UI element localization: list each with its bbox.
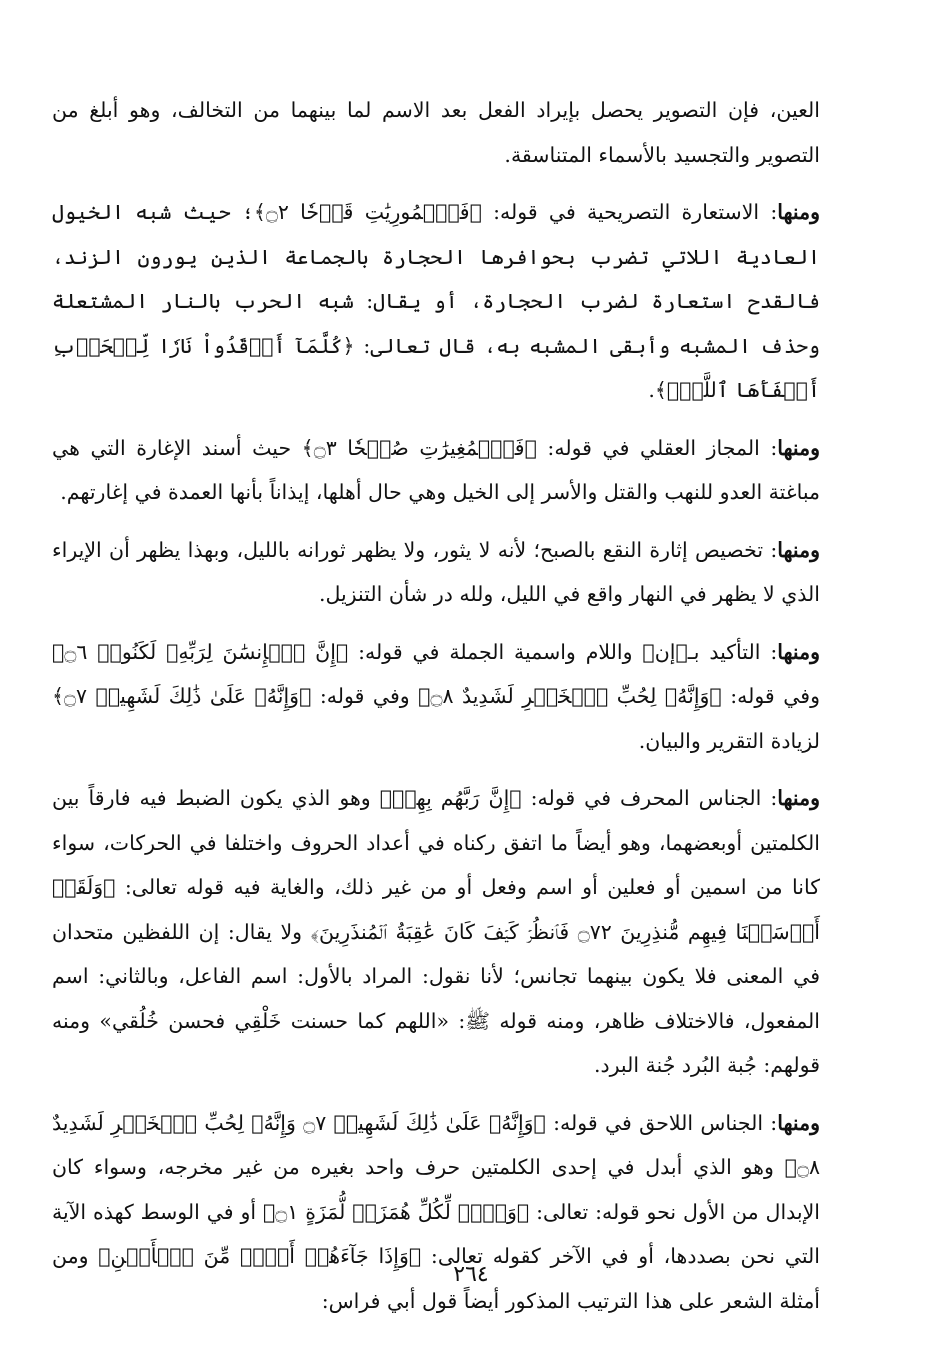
paragraph-text: العين، فإن التصوير يحصل بإيراد الفعل بعد الاسم لما بينهما من التخالف، وهو أبلغ من التصوير والتجسيد بالأسماء المتناسقة. — [52, 98, 820, 167]
paragraph-lead: ومنها — [777, 639, 820, 664]
paragraph-lead: ومنها — [777, 537, 820, 562]
paragraph-4 — [52, 528, 820, 617]
page-body — [52, 88, 820, 1336]
paragraph-text: : الاستعارة التصريحية في قوله: ﴿فَٱلۡمُورِيَٰتِ قَدۡحٗا ۝٢﴾؛ حيث شبه الخيول العادية اللاتي تضرب بحوافرها الحجارة بالجماعة الذين يورون الزند، فالقدح استعارة لضرب الحجارة، أو يقال: شبه الحرب بالنار المشتعلة وحذف المشبه وأبقى المشبه به، قال تعالى: ﴿كُلَّمَآ أَوۡقَدُواْ نَارٗا لِّلۡحَرۡبِ أَطۡفَأَهَا ٱللَّهُۚ﴾. — [52, 200, 820, 402]
paragraph-lead: ومنها — [777, 200, 820, 224]
paragraph-text: : المجاز العقلي في قوله: ﴿فَٱلۡمُغِيرَٰتِ صُبۡحٗا ۝٣﴾ حيث أسند الإغارة التي هي مباغتة العدو للنهب والقتل والأسر إلى الخيل وهي حال أهلها، إيذاناً بأنها العمدة في إغارتهم. — [52, 435, 820, 504]
paragraph-7 — [52, 1101, 820, 1324]
paragraph-1 — [52, 88, 820, 177]
paragraph-lead: ومنها — [777, 786, 820, 810]
paragraph-text: : تخصيص إثارة النقع بالصبح؛ لأنه لا يثور، ولا يظهر ثورانه بالليل، وبهذا يظهر أن الإيراء الذي لا يظهر في النهار واقع في الليل، ولله در شأن التنزيل. — [52, 537, 820, 606]
paragraph-lead: ومنها — [777, 1110, 820, 1135]
paragraph-text: : الجناس المحرف في قوله: ﴿إِنَّ رَبَّهُم بِهِمۡ﴾ وهو الذي يكون الضبط فيه فارقاً بين الكلمتين أوبعضهما، وهو أيضاً ما اتفق ركناه في أعداد الحروف واختلفا في الحركات، سواء كانا من اسمين أو فعلين أو اسم وفعل أو من غير ذلك، والغاية فيه قوله تعالى: ﴿وَلَقَدۡ أَرۡسَلۡنَا فِيهِم مُّنذِرِينَ ۝٧٢ فَٱنظُرۡ كَيۡفَ كَانَ عَٰقِبَةُ ٱلۡمُنذَرِينَ﴾ ولا يقال: إن اللفظين متحدان في المعنى فلا يكون بينهما تجانس؛ لأنا نقول: المراد بالأول: اسم الفاعل، وبالثاني: اسم المفعول، فالاختلاف ظاهر، ومنه قوله ﷺ: «اللهم كما حسنت خَلْقِي فحسن خُلُقي» ومنه قولهم: جُبة البُرد جُنة البرد. — [52, 786, 820, 1077]
page-number: ٢٦٤ — [453, 1262, 489, 1287]
paragraph-text: : التأكيد بـ﴿إن﴾ واللام واسمية الجملة في قوله: ﴿إِنَّ ٱلۡإِنسَٰنَ لِرَبِّهِۦ لَكَنُودٞ ۝٦﴾ وفي قوله: ﴿وَإِنَّهُۥ لِحُبِّ ٱلۡخَيۡرِ لَشَدِيدٌ ۝٨﴾ وفي قوله: ﴿وَإِنَّهُۥ عَلَىٰ ذَٰلِكَ لَشَهِيدٞ ۝٧﴾ لزيادة التقرير والبيان. — [52, 639, 820, 753]
paragraph-text: : الجناس اللاحق في قوله: ﴿وَإِنَّهُۥ عَلَىٰ ذَٰلِكَ لَشَهِيدٞ ۝٧ وَإِنَّهُۥ لِحُبِّ ٱلۡخَيۡرِ لَشَدِيدٌ ۝٨﴾ وهو الذي أبدل في إحدى الكلمتين حرف واحد بغيره من غير مخرجه، وسواء كان الإبدال من الأول نحو قوله: تعالى: ﴿وَيۡلٞ لِّكُلِّ هُمَزَةٖ لُّمَزَةٍ ۝١﴾ أو في الوسط كهذه الآية التي نحن بصددها، أو في الآخر كقوله تعالى: ﴿وَإِذَا جَآءَهُمۡ أَمۡرٞ مِّنَ ٱلۡأَمۡنِ﴾ ومن أمثلة الشعر على هذا الترتيب المذكور أيضاً قول أبي فراس: — [52, 1110, 821, 1313]
paragraph-lead: ومنها — [777, 435, 820, 460]
paragraph-3 — [52, 426, 820, 515]
paragraph-2 — [52, 190, 820, 413]
paragraph-6 — [52, 776, 820, 1088]
paragraph-5 — [52, 630, 820, 764]
